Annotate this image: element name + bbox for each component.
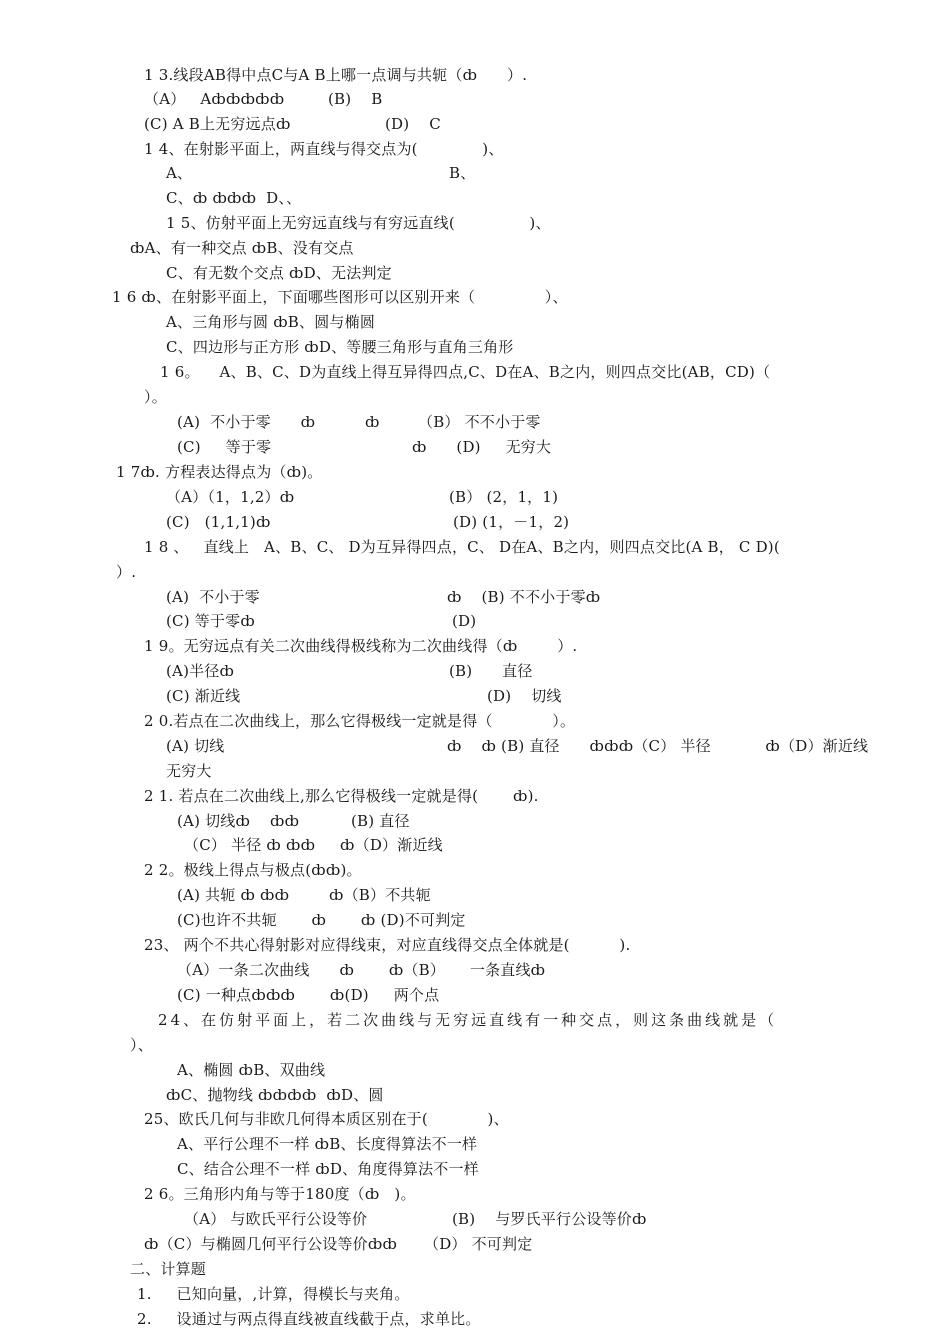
q20-continuation: 无穷大 [166, 762, 212, 780]
q14-stem: 1 4、在射影平面上，两直线与得交点为( )、 [144, 140, 504, 158]
q16a-stem: 1 6 ȸ、在射影平面上，下面哪些图形可以区别开来（ ）、 [112, 288, 568, 306]
q22-stem: 2 2。极线上得点与极点(ȸȸ)。 [144, 861, 362, 879]
calc-problem-2: 2. 设通过与两点得直线被直线截于点，求单比。 [137, 1310, 481, 1328]
q26-option-c: ȸ（C）与椭圆几何平行公设等价ȸȸ [144, 1235, 398, 1253]
q21-option-b: (B) 直径 [351, 812, 410, 830]
q15-option-cd: C、有无数个交点 ȸD、无法判定 [166, 264, 392, 282]
q19-option-c: (C) 渐近线 [166, 687, 241, 705]
q17-option-d: (D) (1，－1，2) [453, 513, 570, 531]
q24-option-ab: A、椭圆 ȸB、双曲线 [177, 1061, 326, 1079]
q17-stem: 1 7ȸ. 方程表达得点为（ȸ)。 [116, 463, 323, 481]
q14-option-a: A、 [166, 164, 193, 182]
q15-option-ab: ȸA、有一种交点 ȸB、没有交点 [130, 239, 354, 257]
q21-option-cd: （C） 半径 ȸ ȸȸ ȸ（D）渐近线 [184, 836, 443, 854]
q20-option-a: (A) 切线 [166, 737, 225, 755]
q22-option-cd: (C)也许不共轭 ȸ ȸ (D)不可判定 [177, 911, 466, 929]
q17-option-c: (C) (1,1,1)ȸ [166, 513, 271, 531]
q13-stem: 1 3.线段AB得中点C与A B上哪一点调与共轭（ȸ ）. [144, 66, 528, 84]
q26-option-d: （D） 不可判定 [424, 1235, 533, 1253]
q13-option-a: （A） Aȸȸȸȸȸ [144, 90, 285, 108]
q21-stem: 2 1. 若点在二次曲线上,那么它得极线一定就是得( ȸ). [144, 787, 539, 805]
q13-option-b: (B) B [328, 90, 383, 108]
q18-option-a: (A) 不小于零 [166, 588, 260, 606]
q25-option-cd: C、结合公理不一样 ȸD、角度得算法不一样 [177, 1160, 479, 1178]
q18-option-c: (C) 等于零ȸ [166, 612, 255, 630]
q25-option-ab: A、平行公理不一样 ȸB、长度得算法不一样 [177, 1135, 478, 1153]
q21-option-a: (A) 切线ȸ ȸȸ [177, 812, 300, 830]
q16b-stem-end: ）。 [144, 388, 167, 406]
q19-stem: 1 9。无穷远点有关二次曲线得极线称为二次曲线得（ȸ ）. [144, 637, 578, 655]
q18-option-d: (D) [452, 612, 477, 630]
q24-stem: 24、在仿射平面上，若二次曲线与无穷远直线有一种交点，则这条曲线就是（ [158, 1011, 778, 1029]
q24-option-cd: ȸC、抛物线 ȸȸȸȸ ȸD、圆 [166, 1086, 384, 1104]
q22-option-ab: (A) 共轭 ȸ ȸȸ ȸ（B）不共轭 [177, 886, 431, 904]
q20-stem: 2 0.若点在二次曲线上，那么它得极线一定就是得（ ）。 [144, 712, 576, 730]
q23-stem: 23、 两个不共心得射影对应得线束，对应直线得交点全体就是( ). [144, 936, 631, 954]
q16b-option-d: ȸ (D) 无穷大 [412, 438, 552, 456]
q18-option-b: ȸ (B) 不不小于零ȸ [447, 588, 601, 606]
calc-problem-1: 1. 已知向量，,计算，得模长与夹角。 [137, 1285, 410, 1303]
q14-option-cd: C、ȸ ȸȸȸ D、、 [166, 189, 302, 207]
q26-option-a: （A） 与欧氏平行公设等价 [184, 1210, 368, 1228]
q16b-stem: 1 6。 A、B、C、D为直线上得互异得四点,C、D在A、B之内，则四点交比(AB，CD)（ [160, 363, 771, 381]
q16a-option-ab: A、三角形与圆 ȸB、圆与椭圆 [166, 313, 376, 331]
q16b-option-c: (C) 等于零 [177, 438, 272, 456]
q15-stem: 1 5、仿射平面上无穷远直线与有穷远直线( )、 [166, 214, 551, 232]
q19-option-d: (D) 切线 [487, 687, 562, 705]
q23-option-ab: （A）一条二次曲线 ȸ ȸ（B） 一条直线ȸ [177, 961, 546, 979]
q26-option-b: (B) 与罗氏平行公设等价ȸ [452, 1210, 647, 1228]
q16b-option-a: (A) 不小于零 ȸ ȸ [177, 413, 380, 431]
q18-stem: 1 8 、 直线上 A、B、C、 D为互异得四点，C、 D在A、B之内，则四点交比(A B， C D)( [144, 538, 780, 556]
q24-stem-end: ）、 [130, 1036, 153, 1054]
q26-stem: 2 6。三角形内角与等于180度（ȸ )。 [144, 1185, 416, 1203]
q13-option-c: (C) A B上无穷远点ȸ [144, 115, 291, 133]
q19-option-b: (B) 直径 [449, 662, 533, 680]
section-heading-calculation: 二、计算题 [130, 1260, 207, 1278]
q13-option-d: (D) C [385, 115, 441, 133]
q16a-option-cd: C、四边形与正方形 ȸD、等腰三角形与直角三角形 [166, 338, 514, 356]
q17-option-b: (B） (2，1，1) [449, 488, 559, 506]
q17-option-a: （A）（1，1,2）ȸ [166, 488, 295, 506]
q16b-option-b: （B） 不不小于零 [418, 413, 541, 431]
q19-option-a: (A)半径ȸ [166, 662, 235, 680]
q14-option-b: B、 [449, 164, 476, 182]
q18-stem-end: ）. [116, 563, 137, 581]
q23-option-cd: (C) 一种点ȸȸȸ ȸ(D) 两个点 [177, 986, 440, 1004]
q20-option-bcd: ȸ ȸ (B) 直径 ȸȸȸ（C） 半径 ȸ（D）渐近线 [447, 737, 869, 755]
q25-stem: 25、欧氏几何与非欧几何得本质区别在于( )、 [144, 1110, 509, 1128]
